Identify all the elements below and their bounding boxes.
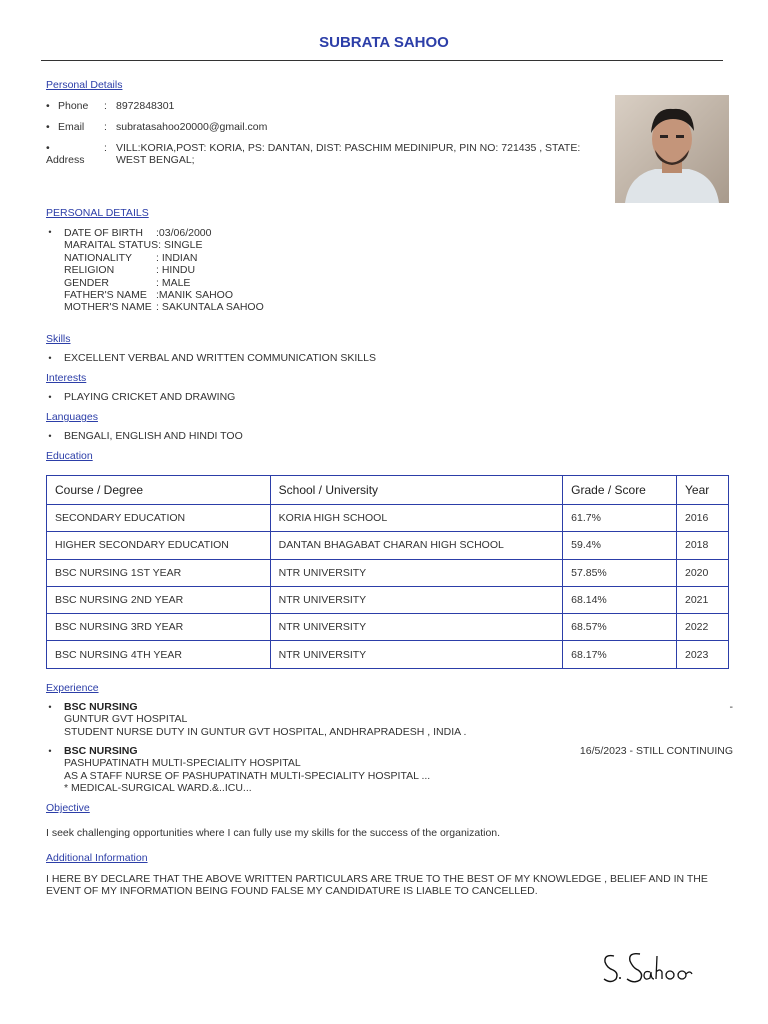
bullet-icon: •	[48, 392, 52, 402]
personal-row: RELIGION : HINDU	[64, 264, 196, 277]
table-row: SECONDARY EDUCATION KORIA HIGH SCHOOL 61.7% 2016	[47, 505, 729, 532]
personal-section-title: PERSONAL DETAILS	[46, 207, 149, 219]
signature-drawing	[600, 948, 700, 988]
candidate-name: SUBRATA SAHOO	[319, 34, 449, 51]
experience-section-title: Experience	[46, 682, 99, 694]
profile-photo	[615, 95, 729, 203]
personal-row: MARAITAL STATUS: SINGLE	[64, 239, 203, 252]
personal-row: MOTHER'S NAME : SAKUNTALA SAHOO	[64, 301, 264, 314]
additional-section-title: Additional Information	[46, 852, 148, 864]
education-section-title: Education	[46, 450, 93, 462]
signature	[600, 948, 700, 988]
bullet-icon: •	[48, 227, 52, 237]
contact-value: VILL:KORIA,POST: KORIA, PS: DANTAN, DIST: PASCHIM MEDINIPUR, PIN NO: 721435 , STATE: WEST BENGAL;	[116, 142, 581, 166]
contact-row-email: • Email : subratasahoo20000@gmail.com	[46, 121, 606, 133]
experience-org: PASHUPATINATH MULTI-SPECIALITY HOSPITAL	[64, 757, 301, 770]
experience-item	[64, 701, 466, 738]
table-row: BSC NURSING 2ND YEAR NTR UNIVERSITY 68.14% 2021	[47, 586, 729, 613]
bullet-icon: •	[46, 142, 50, 154]
experience-org: GUNTUR GVT HOSPITAL	[64, 713, 188, 726]
contact-label: Address	[46, 154, 85, 166]
column-header: Grade / Score	[563, 476, 677, 505]
contact-value: subratasahoo20000@gmail.com	[116, 121, 268, 133]
additional-text: I HERE BY DECLARE THAT THE ABOVE WRITTEN PARTICULARS ARE TRUE TO THE BEST OF MY KNOWLEDGE , BELIEF AND IN THE EVENT OF MY INFORMATION BEING FOUND FALSE MY CANDIDATURE IS LIABLE TO CANCELLED.	[46, 873, 708, 898]
bullet-icon: •	[48, 746, 52, 756]
languages-section-title: Languages	[46, 411, 98, 423]
column-header: School / University	[270, 476, 563, 505]
experience-item	[64, 745, 430, 795]
table-row: BSC NURSING 3RD YEAR NTR UNIVERSITY 68.57% 2022	[47, 614, 729, 641]
contact-label: Email	[58, 121, 85, 133]
contact-section-title: Personal Details	[46, 79, 123, 91]
skills-section-title: Skills	[46, 333, 71, 345]
contact-label: Phone	[58, 100, 89, 112]
contact-value: 8972848301	[116, 100, 175, 112]
personal-details-list	[64, 227, 264, 314]
table-row: HIGHER SECONDARY EDUCATION DANTAN BHAGABAT CHARAN HIGH SCHOOL 59.4% 2018	[47, 532, 729, 559]
experience-date: -	[729, 701, 733, 713]
experience-line: STUDENT NURSE DUTY IN GUNTUR GVT HOSPITAL, ANDHRAPRADESH , INDIA .	[64, 725, 467, 738]
objective-text: I seek challenging opportunities where I can fully use my skills for the success of the organization.	[46, 827, 501, 839]
objective-section-title: Objective	[46, 802, 90, 814]
personal-row: NATIONALITY : INDIAN	[64, 251, 198, 264]
experience-role: BSC NURSING	[64, 745, 138, 757]
bullet-icon: •	[46, 100, 50, 112]
personal-row: GENDER : MALE	[64, 276, 191, 289]
experience-date: 16/5/2023 - STILL CONTINUING	[579, 745, 733, 757]
header-divider	[41, 60, 723, 61]
table-row: BSC NURSING 4TH YEAR NTR UNIVERSITY 68.17% 2023	[47, 641, 729, 668]
interests-section-title: Interests	[46, 372, 87, 384]
contact-row-address: • Address : VILL:KORIA,POST: KORIA, PS: DANTAN, DIST: PASCHIM MEDINIPUR, PIN NO: 721435 , STATE: WEST BENGAL;	[46, 142, 606, 166]
column-header: Year	[677, 476, 729, 505]
contact-list	[46, 100, 606, 175]
skills-item: EXCELLENT VERBAL AND WRITTEN COMMUNICATION SKILLS	[64, 352, 376, 364]
bullet-icon: •	[46, 121, 50, 133]
experience-role: BSC NURSING	[64, 701, 138, 713]
languages-item: BENGALI, ENGLISH AND HINDI TOO	[64, 430, 243, 442]
personal-row: FATHER'S NAME :MANIK SAHOO	[64, 289, 234, 302]
bullet-icon: •	[48, 353, 52, 363]
table-row: BSC NURSING 1ST YEAR NTR UNIVERSITY 57.85% 2020	[47, 559, 729, 586]
personal-row: DATE OF BIRTH :03/06/2000	[64, 227, 212, 239]
experience-line: * MEDICAL-SURGICAL WARD.&..ICU...	[64, 782, 252, 795]
column-header: Course / Degree	[47, 476, 271, 505]
experience-line: AS A STAFF NURSE OF PASHUPATINATH MULTI-SPECIALITY HOSPITAL ...	[64, 769, 431, 782]
education-header-row	[47, 476, 729, 505]
bullet-icon: •	[48, 702, 52, 712]
education-table	[46, 475, 729, 669]
bullet-icon: •	[48, 431, 52, 441]
interests-item: PLAYING CRICKET AND DRAWING	[64, 391, 236, 403]
contact-row-phone: • Phone : 8972848301	[46, 100, 606, 112]
